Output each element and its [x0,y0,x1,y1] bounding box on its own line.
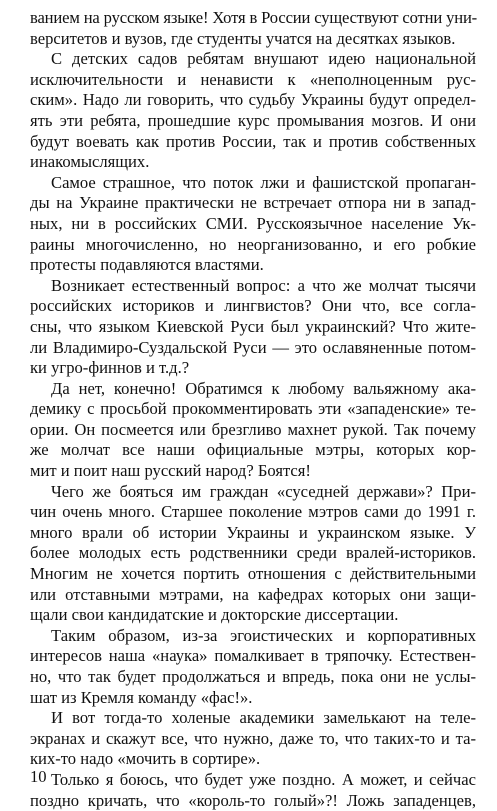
text-line: щали свои кандидатские и докторские диссертации. [30,605,399,625]
text-line: же молчат все наши официальные мэтры, которых кор- [30,440,476,460]
page-body [30,8,476,811]
paragraph-3 [30,173,476,276]
text-line: И вот тогда-то холеные академики замелькают на теле- [51,708,476,728]
text-line: Многим не хочется портить отношения с действительными [30,564,476,584]
text-line: более молодых есть родственники среди вралей-историков. [30,543,476,563]
text-line: ским». Надо ли говорить, что судьбу Украины будут определ- [30,90,476,110]
page-number: 10 [30,767,47,786]
text-line: ких-то надо «мочить в сортире». [30,749,261,769]
text-line: раины многочисленно, но неорганизованно, и его робкие [30,234,476,254]
text-line: исключительности и ненависти к «неполноценным рус- [30,69,476,89]
text-line: ять эти ребята, прошедшие курс промывания мозгов. И они [30,110,476,130]
text-line: мит и поит наш русский народ? Боятся! [30,461,311,481]
text-line: российских историков и лингвистов? Они что, все согла- [30,296,476,316]
text-line: ванием на русском языке! Хотя в России существуют сотни уни- [30,8,478,27]
text-line: много врали об истории Украины и украинском языке. У [30,522,476,542]
text-line: интересов наша «наука» помалкивает в тряпочку. Естествен- [30,646,476,666]
text-line: верситетов и вузов, где студенты учатся на десятках языков. [30,28,456,48]
text-line: Да нет, конечно! Обратимся к любому вальяжному ака- [51,378,476,398]
paragraph-6 [30,482,476,626]
text-line: чин очень много. Старшее поколение мэтров сами до 1991 г. [30,502,476,522]
text-line: ных, ни в российских СМИ. Русскоязычное население Ук- [30,213,476,233]
text-line: ли Владимиро-Суздальской Руси — это ославяненные потом- [30,337,476,357]
text-line: Таким образом, из-за эгоистических и корпоративных [51,625,476,645]
text-line: Только я боюсь, что будет уже поздно. А может, и сейчас [51,769,476,789]
paragraph-1 [30,8,476,49]
paragraph-2 [30,49,476,173]
text-line: ки угро-финнов и т.д.? [30,358,190,378]
text-line: Самое страшное, что поток лжи и фашистской пропаган- [51,172,476,192]
text-line: но, что так будет продолжаться и впредь, пока они не услы- [30,667,476,686]
text-line: или отставными мэтрами, на кафедрах которых они защи- [30,584,476,604]
text-line: С детских садов ребятам внушают идею национальной [51,49,476,69]
text-line: ды на Украине практически не встречает отпора ни в запад- [30,193,476,213]
paragraph-5 [30,379,476,482]
paragraph-9 [30,770,476,811]
text-line: Чего же бояться им граждан «суседней держави»? При- [51,481,476,501]
text-line: инакомыслящих. [30,152,150,172]
text-line: будут воевать как против России, так и против собственных [30,131,476,151]
paragraph-7 [30,626,476,708]
text-line: демику с просьбой прокомментировать эти «западенские» те- [30,399,476,419]
text-line: сны, что языком Киевской Руси был украинский? Что жите- [30,316,476,336]
text-line: Возникает естественный вопрос: а что же молчат тысячи [51,275,476,295]
text-line: экранах и скажут все, что нужно, даже то, что таких-то и та- [30,728,476,748]
text-line: ории. Он посмеется или брезгливо махнет рукой. Так почему [30,419,476,439]
text-line: шат из Кремля команду «фас!». [30,687,253,707]
paragraph-8 [30,708,476,770]
paragraph-4 [30,276,476,379]
text-line: поздно кричать, что «король-то голый»?! Ложь западенцев, [30,790,476,810]
text-line: протесты подавляются властями. [30,255,264,275]
